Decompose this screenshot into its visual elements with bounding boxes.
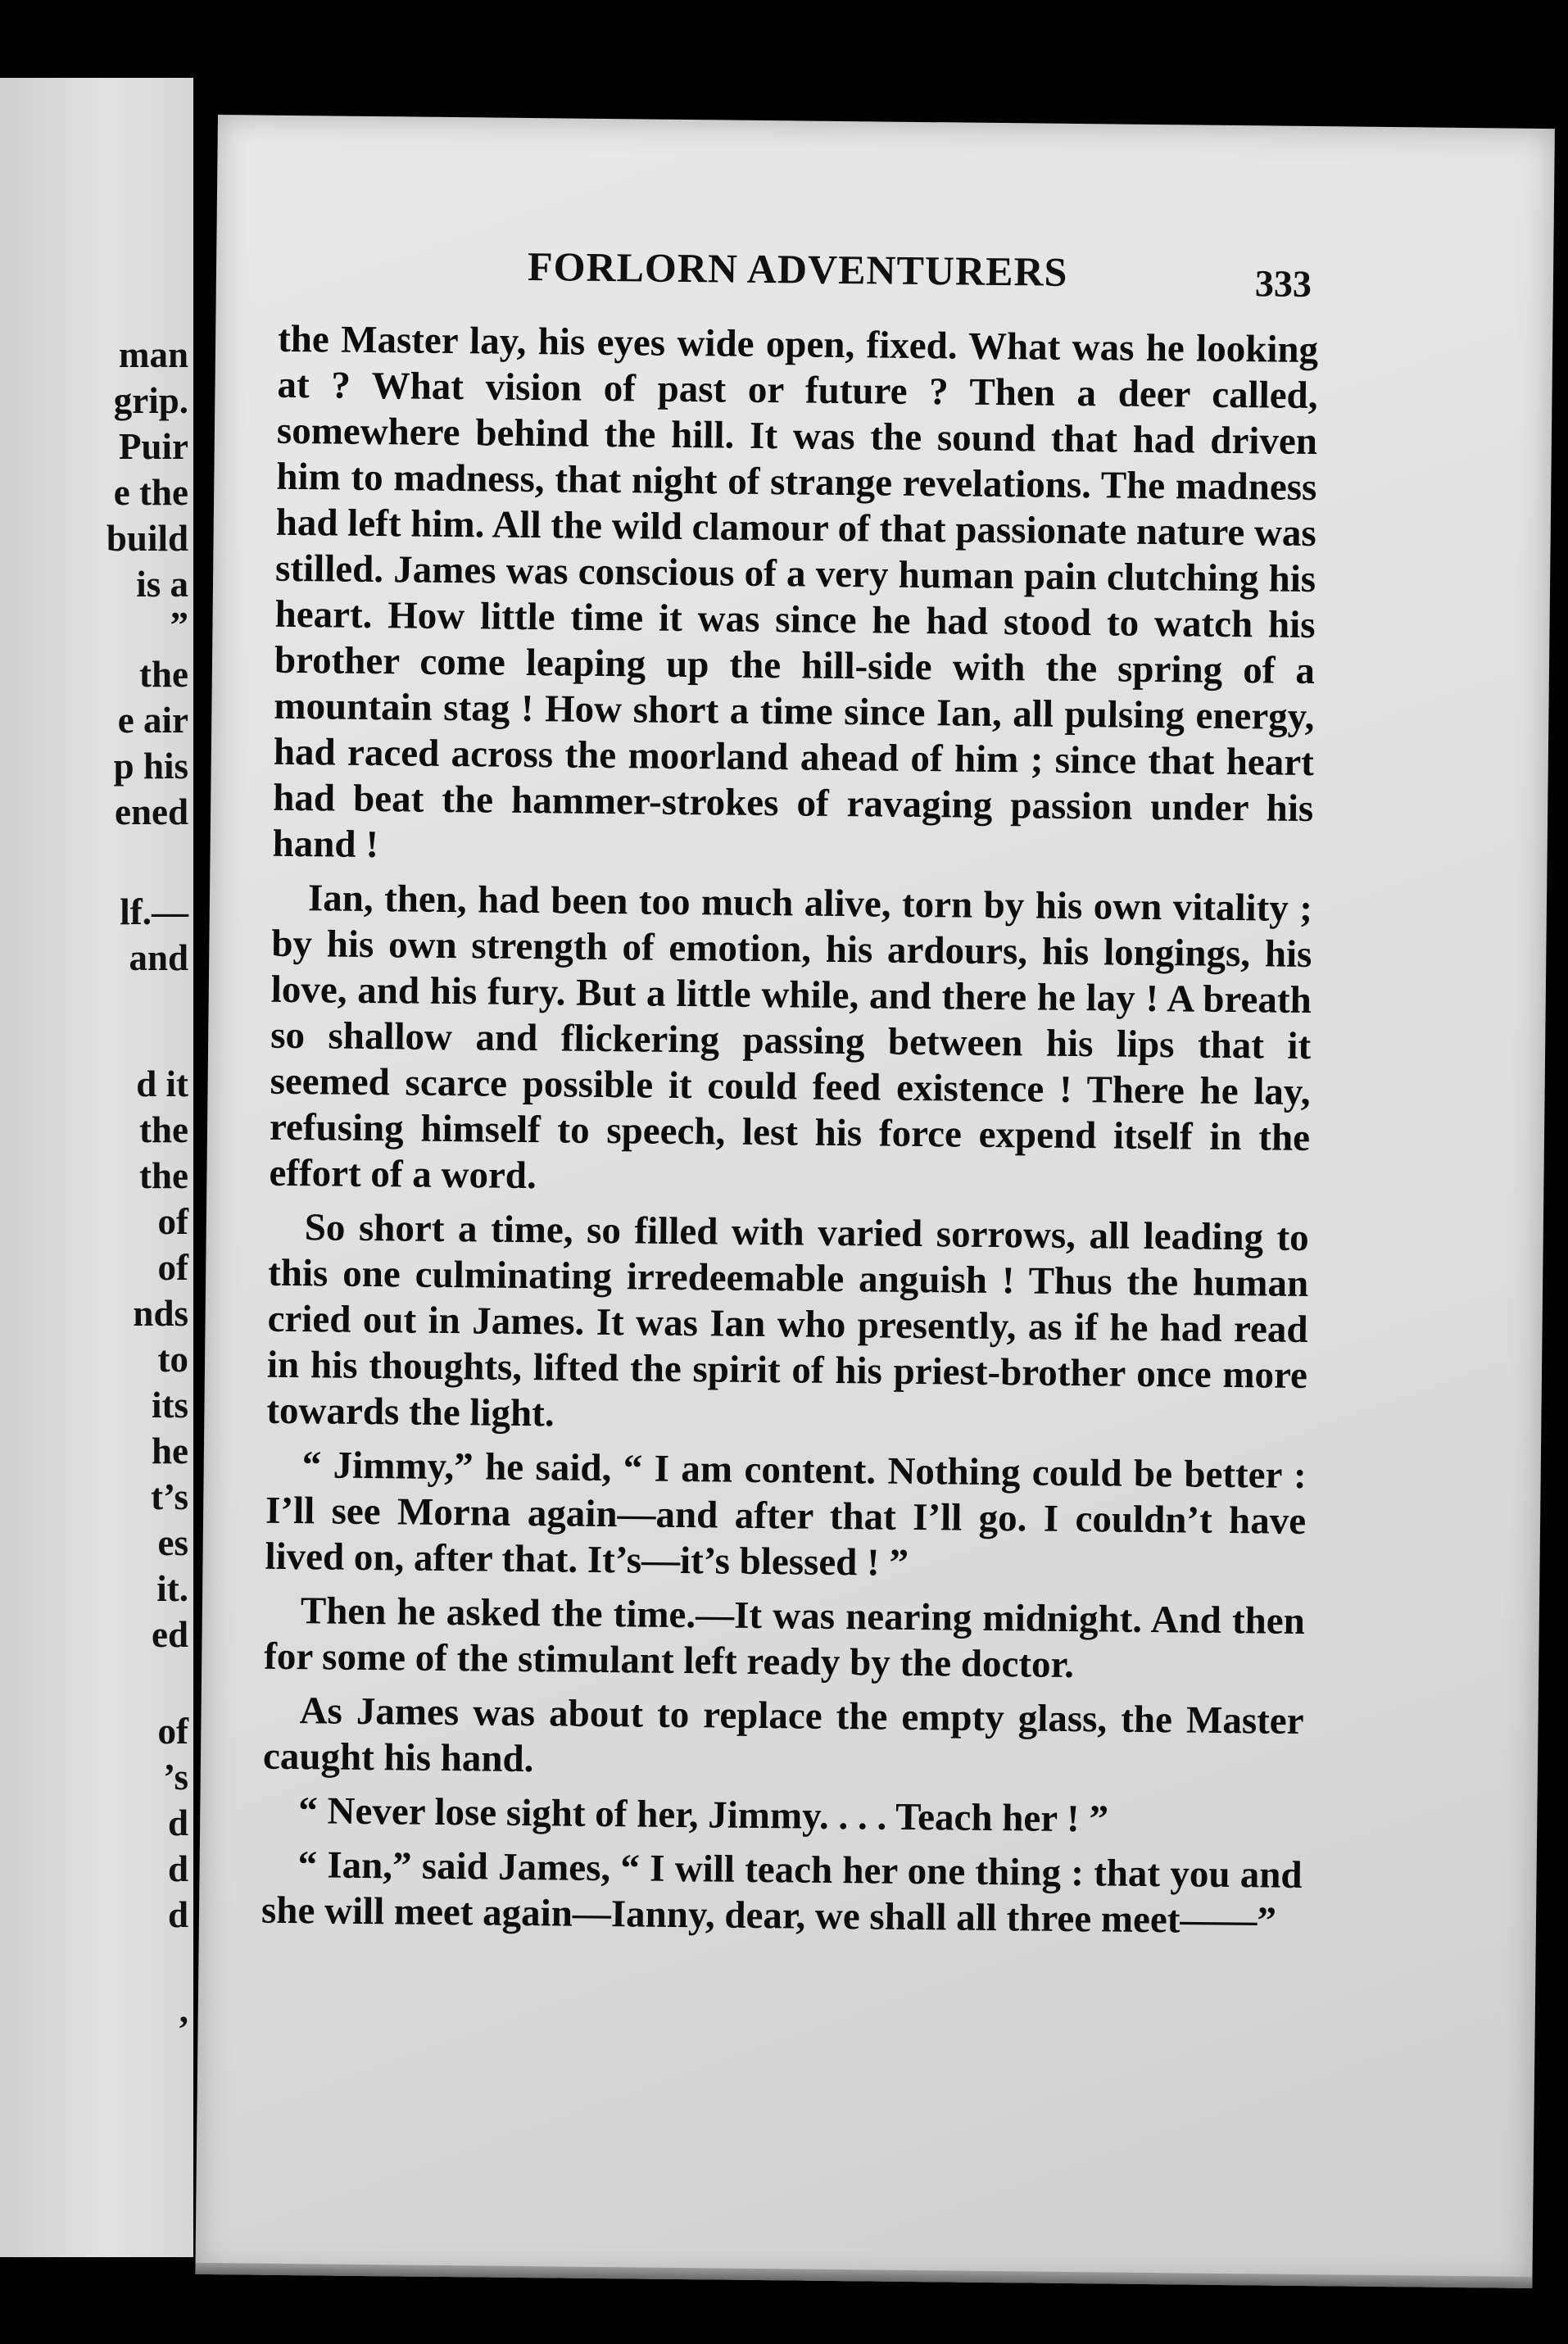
fragment-text: of <box>157 1711 188 1752</box>
fragment-text: it. <box>156 1568 188 1609</box>
fragment-text: ed <box>152 1614 188 1655</box>
fragment-text: to <box>157 1339 188 1380</box>
fragment-text: he <box>152 1430 188 1471</box>
fragment-text: grip. <box>113 380 188 421</box>
fragment-text: Puir <box>119 426 188 467</box>
fragment-text: ’s <box>163 1757 188 1798</box>
fragment-text: ” <box>170 605 188 646</box>
page-header-title: FORLORN ADVENTURERS <box>527 243 1068 295</box>
book-page <box>195 115 1555 2288</box>
paragraph: Then he asked the time.—It was nearing midnight. And then for some of the stimulant left ready by the doctor. <box>264 1589 1306 1687</box>
fragment-text: man <box>118 334 188 375</box>
fragment-text: of <box>157 1201 188 1242</box>
fragment-text: e air <box>117 700 188 741</box>
fragment-text: of <box>157 1247 188 1288</box>
paragraph: “ Never lose sight of her, Jimmy. . . . Teach her ! ” <box>298 1789 1109 1841</box>
fragment-text: es <box>157 1522 188 1563</box>
paragraph: “ Ian,” said James, “ I will teach her one thing : that you and she will meet again—Ianny, dear, we shall all three meet——” <box>261 1843 1303 1943</box>
fragment-text: its <box>152 1385 188 1426</box>
fragment-text: is a <box>136 564 188 605</box>
page-bottom-edge <box>195 2263 1532 2288</box>
fragment-text: nds <box>133 1293 188 1334</box>
fragment-text: , <box>179 1989 188 2030</box>
fragment-text: the <box>139 1155 188 1196</box>
running-head <box>216 239 1554 305</box>
fragment-text: t’s <box>151 1476 188 1517</box>
fragment-text: and <box>129 937 188 978</box>
facing-page-fragment <box>0 78 193 2257</box>
fragment-text: d <box>167 1802 188 1843</box>
fragment-text: p his <box>113 746 188 787</box>
fragment-text: build <box>106 518 188 559</box>
fragment-text: d <box>167 1848 188 1889</box>
fragment-text: d <box>167 1894 188 1935</box>
fragment-text: ened <box>115 791 188 832</box>
page-number: 333 <box>1254 262 1312 305</box>
fragment-text: the <box>139 654 188 695</box>
fragment-text: d it <box>136 1063 188 1104</box>
fragment-text: lf.— <box>120 891 188 932</box>
paragraph: As James was about to replace the empty glass, the Master caught his hand. <box>262 1689 1304 1781</box>
paragraph: So short a time, so filled with varied sorrows, all leading to this one culminating irredeemable anguish ! Thus the human cried out in James. It was Ian who presently, as if he had read in his thoughts, lifted the spirit of his priest-brother once more towards the light. <box>266 1206 1309 1435</box>
paragraph: the Master lay, his eyes wide open, fixed. What was he looking at ? What vision of past or future ? Then a deer called, somewhere behind the hill. It was the sound that had driven him to madness, that night of strange revelations. The madness had left him. All the wild clamour of that passionate nature was stilled. James was conscious of a very human pain clutching his heart. How little time it was since he had stood to watch his brother come leaping up the hill-side with the spring of a mountain stag ! How short a time since Ian, all pulsing energy, had raced across the moorland ahead of him ; since that heart had beat the hammer-strokes of ravaging passion under his hand ! <box>272 317 1319 867</box>
body-text <box>261 316 1319 1952</box>
paragraph: Ian, then, had been too much alive, torn by his own vitality ; by his own strength of emotion, his ardours, his longings, his love, and his fury. But a little while, and there he lay ! A breath so shallow and flickering passing between his lips that it seemed scarce possible it could feed existence ! There he lay, refusing himself to speech, lest his force expend itself in the effort of a word. <box>269 877 1313 1198</box>
fragment-text: the <box>139 1109 188 1150</box>
paragraph: “ Jimmy,” he said, “ I am content. Nothing could be better : I’ll see Morna again—and after that I’ll go. I couldn’t have lived on, after that. It’s—it’s blessed ! ” <box>265 1444 1307 1585</box>
fragment-text: e the <box>113 472 188 513</box>
